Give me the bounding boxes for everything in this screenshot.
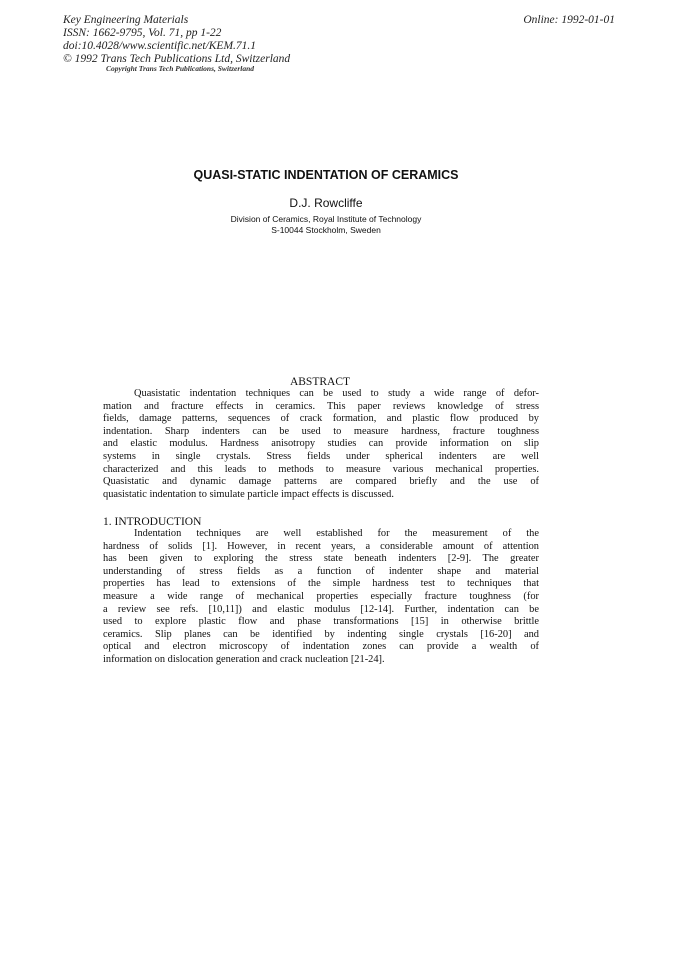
abstract-line: Quasistatic and dynamic damage patterns are compared briefly and the use of bbox=[103, 476, 539, 488]
intro-line: optical and electron microscopy of indentation zones can provide a wealth of bbox=[103, 641, 539, 653]
abstract-line: systems in single crystals. Stress fields under spherical indenters are well bbox=[103, 450, 539, 462]
abstract-body bbox=[103, 388, 539, 501]
intro-line: information on dislocation generation and crack nucleation [21-24]. bbox=[103, 653, 385, 665]
journal-name: Key Engineering Materials bbox=[63, 14, 189, 26]
journal-header bbox=[63, 14, 290, 66]
intro-line: has been given to exploring the stress state beneath indenters [2-9]. The greater bbox=[103, 553, 539, 565]
affiliation-line: Division of Ceramics, Royal Institute of Technology bbox=[230, 214, 422, 224]
paper-title: QUASI-STATIC INDENTATION OF CERAMICS bbox=[193, 168, 459, 182]
intro-line: properties has lead to extensions of the simple hardness test to techniques that bbox=[103, 578, 539, 590]
intro-line: a review see refs. [10,11]) and elastic modulus [12-14]. Further, indentation can be bbox=[103, 603, 539, 615]
abstract-line: characterized and this leads to methods to measure various mechanical properties. bbox=[103, 463, 539, 475]
intro-line: Indentation techniques are well established for the measurement of the bbox=[134, 528, 539, 539]
abstract-heading: ABSTRACT bbox=[289, 376, 351, 388]
intro-line: hardness of solids [1]. However, in recent years, a considerable amount of attention bbox=[103, 540, 539, 552]
section-heading: 1. INTRODUCTION bbox=[103, 516, 202, 528]
intro-line: understanding of stress fields as a function of indenter shape and material bbox=[103, 565, 539, 577]
online-date: Online: 1992-01-01 bbox=[523, 14, 615, 26]
copyright-stamp: Copyright Trans Tech Publications, Switzerland bbox=[106, 64, 255, 73]
affiliation bbox=[0, 214, 652, 236]
affiliation-line: S-10044 Stockholm, Sweden bbox=[271, 225, 381, 235]
abstract-line: mation and fracture effects in ceramics. This paper reviews knowledge of stress bbox=[103, 400, 539, 412]
doi-line: doi:10.4028/www.scientific.net/KEM.71.1 bbox=[63, 40, 257, 52]
abstract-line: fields, damage patterns, sequences of crack formation, and plastic flow produced by bbox=[103, 413, 539, 425]
abstract-line: quasistatic indentation to simulate particle impact effects is discussed. bbox=[103, 488, 394, 500]
abstract-line: indentation. Sharp indenters can be used to measure hardness, fracture toughness bbox=[103, 425, 539, 437]
copyright-line: © 1992 Trans Tech Publications Ltd, Switzerland bbox=[63, 53, 291, 65]
introduction-body bbox=[103, 528, 539, 667]
abstract-line: and elastic modulus. Hardness anisotropy studies can provide information on slip bbox=[103, 438, 539, 450]
author-name: D.J. Rowcliffe bbox=[289, 196, 363, 210]
intro-line: measure a wide range of mechanical properties especially fracture toughness (for bbox=[103, 590, 539, 602]
abstract-line: Quasistatic indentation techniques can be used to study a wide range of defor- bbox=[134, 388, 539, 399]
issn-line: ISSN: 1662-9795, Vol. 71, pp 1-22 bbox=[63, 27, 222, 39]
intro-line: used to explore plastic flow and phase transformations [15] in otherwise brittle bbox=[103, 616, 539, 628]
intro-line: ceramics. Slip planes can be identified by indenting single crystals [16-20] and bbox=[103, 628, 539, 640]
